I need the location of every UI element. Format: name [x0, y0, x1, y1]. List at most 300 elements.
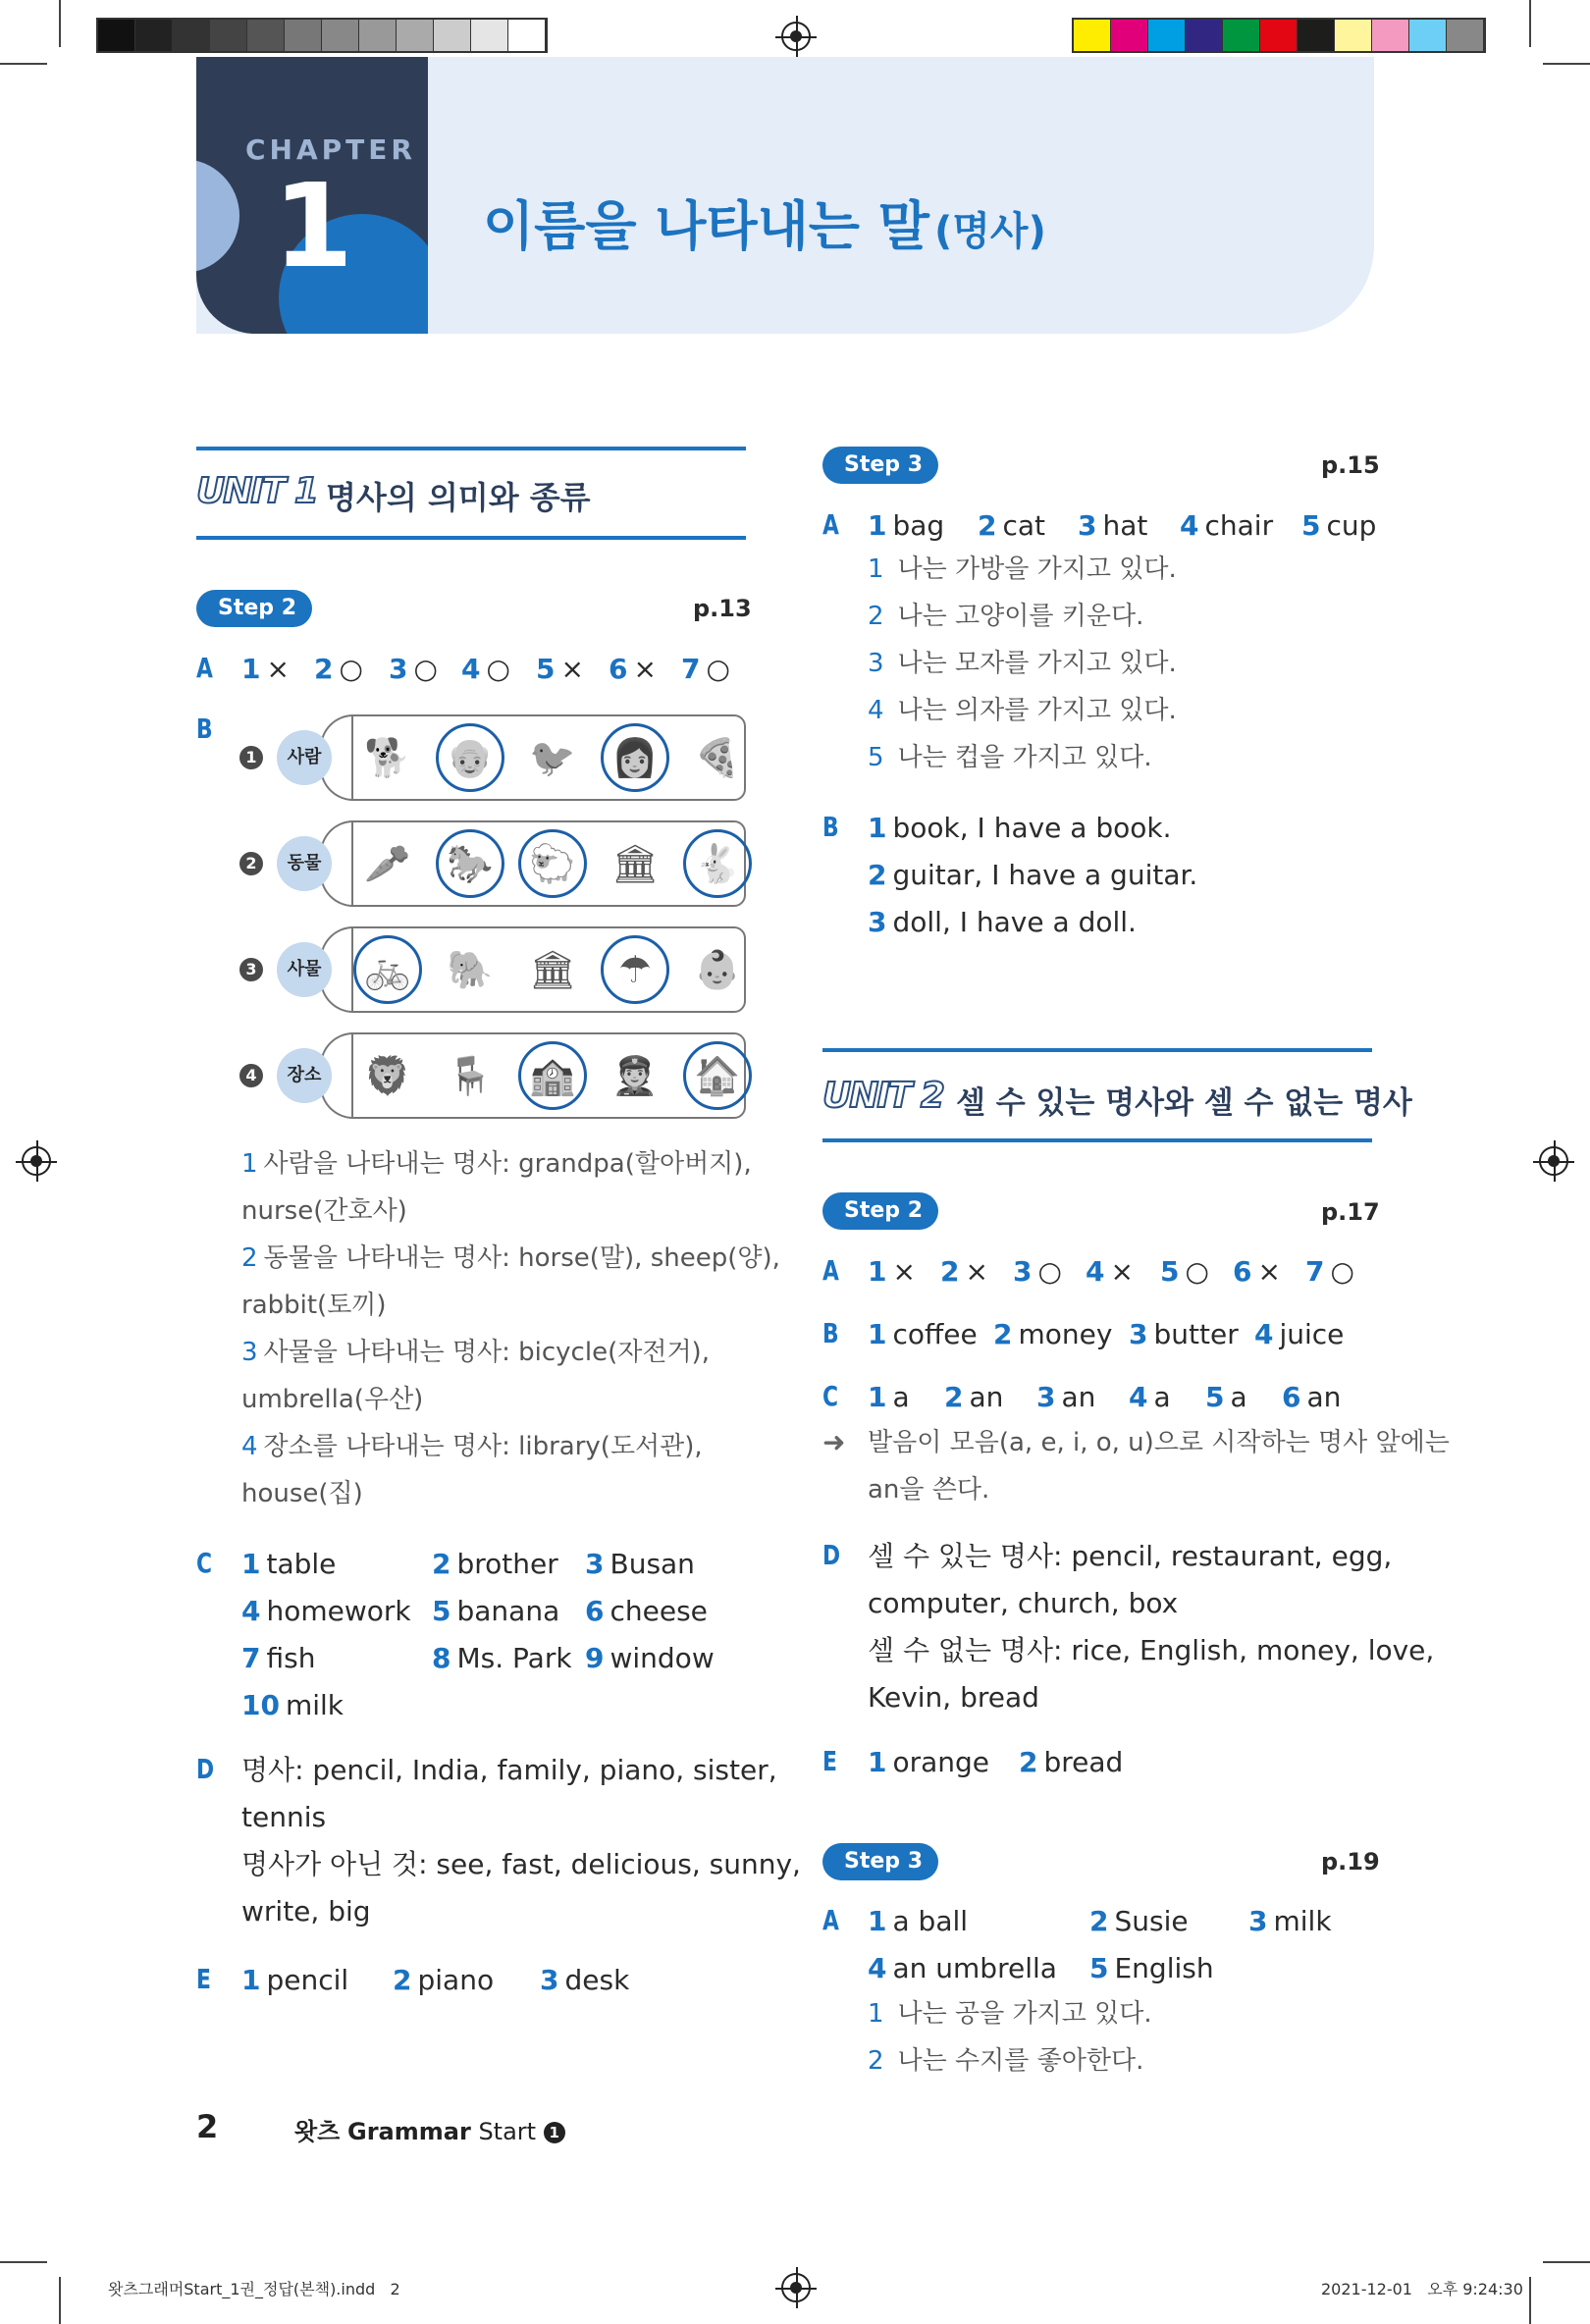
answer-text: juice	[1279, 1318, 1345, 1350]
note-number: 1	[241, 1149, 258, 1179]
answer-text: ×	[1257, 1255, 1281, 1288]
answer-item	[940, 1254, 988, 1290]
answer-text: Susie	[1114, 1905, 1189, 1937]
row-label: 장소	[277, 1048, 332, 1103]
answer-number: 1	[241, 653, 261, 685]
note-line	[868, 693, 1177, 728]
answer-d-line4: Kevin, bread	[868, 1681, 1039, 1714]
row-number: 4	[239, 1064, 263, 1087]
answer-number: 3	[1078, 509, 1097, 542]
answer-number: 10	[241, 1689, 280, 1721]
crop-mark	[0, 63, 47, 65]
note-line	[241, 1335, 710, 1370]
footer-title: 왓츠 Grammar Start 1	[294, 2112, 565, 2146]
note-number: 2	[868, 2046, 884, 2076]
note-number: 3	[241, 1338, 258, 1367]
answer-number: 4	[1254, 1318, 1274, 1350]
color-bar	[1072, 18, 1486, 53]
answer-item	[868, 1254, 916, 1290]
answer-text: ×	[1110, 1255, 1134, 1288]
note-text: 나는 컵을 가지고 있다.	[897, 743, 1152, 772]
color-swatch	[1074, 20, 1111, 51]
note-line	[868, 1996, 1152, 2032]
answer-text: butter	[1153, 1318, 1239, 1350]
answer-d-line2: tennis	[241, 1801, 327, 1833]
answer-item	[461, 652, 510, 687]
answer-number: 7	[241, 1642, 261, 1674]
answer-number: 5	[432, 1595, 451, 1627]
answer-number: 3	[1129, 1318, 1148, 1350]
answer-number: 3	[540, 1964, 559, 1996]
answer-text: milk	[1273, 1905, 1332, 1937]
note-line	[241, 1429, 703, 1464]
color-swatch	[1186, 20, 1223, 51]
page-ref: p.19	[1321, 1848, 1380, 1875]
step2-pill: Step 2	[822, 1192, 938, 1230]
color-swatch	[1335, 20, 1372, 51]
answers-a	[868, 508, 1378, 544]
note-line	[241, 1146, 752, 1182]
answer-item	[1254, 1317, 1344, 1352]
gray-swatch	[397, 20, 434, 51]
answer-item	[540, 1963, 629, 1998]
horse-icon: 🐎	[447, 841, 494, 885]
registration-mark-top	[781, 22, 811, 51]
step3-pill: Step 3	[822, 447, 938, 484]
crop-mark	[59, 0, 61, 47]
unit1-top-rule	[196, 447, 746, 450]
unit2-top-rule	[822, 1048, 1372, 1052]
chapter-number: 1	[273, 158, 354, 293]
note-line-cont: rabbit(토끼)	[241, 1291, 387, 1320]
answer-item	[1129, 1380, 1171, 1415]
note-number: 2	[868, 602, 884, 631]
note-number: 5	[868, 743, 884, 772]
color-swatch	[1409, 20, 1447, 51]
note-c-line2: an을 쓴다.	[868, 1475, 990, 1505]
answer-text: table	[266, 1548, 337, 1580]
answer-item	[585, 1547, 695, 1582]
crop-mark	[1543, 63, 1590, 65]
pizza-icon: 🍕	[694, 735, 741, 779]
gray-swatch	[434, 20, 471, 51]
answer-number: 5	[536, 653, 556, 685]
note-number: 4	[241, 1432, 258, 1461]
answer-text: desk	[564, 1964, 630, 1996]
answer-number: 4	[1180, 509, 1199, 542]
gray-swatch	[359, 20, 397, 51]
answer-number: 4	[241, 1595, 261, 1627]
notes-a	[822, 552, 1372, 787]
answer-item	[868, 1317, 978, 1352]
answer-item	[1089, 1904, 1189, 1939]
answer-item	[868, 1904, 968, 1939]
section-label-d: D	[822, 1539, 841, 1571]
answer-item	[868, 811, 1172, 846]
answer-number: 2	[393, 1964, 412, 1996]
answer-text: ×	[560, 653, 584, 685]
answer-number: 1	[241, 1964, 261, 1996]
gray-swatch	[471, 20, 508, 51]
answer-number: 7	[681, 653, 701, 685]
answer-number: 4	[461, 653, 481, 685]
answer-number: 2	[993, 1318, 1013, 1350]
answers-c	[868, 1380, 1378, 1415]
answer-text: cat	[1002, 509, 1046, 542]
sheep-icon: 🐑	[529, 841, 576, 885]
note-text: 동물을 나타내는 명사: horse(말), sheep(양),	[263, 1243, 780, 1273]
answer-text: bread	[1043, 1746, 1124, 1778]
answer-item	[1233, 1254, 1281, 1290]
step3-pill: Step 3	[822, 1843, 938, 1880]
answer-item	[1180, 508, 1273, 544]
answer-text: ○	[486, 653, 510, 685]
unit2-bottom-rule	[822, 1138, 1372, 1142]
color-swatch	[1298, 20, 1335, 51]
answer-item	[432, 1594, 559, 1629]
registration-mark-bottom	[781, 2273, 811, 2302]
answer-item	[1160, 1254, 1209, 1290]
answer-item	[432, 1641, 572, 1676]
unit1-logo: UNIT 1	[196, 471, 317, 511]
answer-item	[868, 1745, 989, 1780]
unit2-title: 셀 수 있는 명사와 셀 수 없는 명사	[956, 1085, 1412, 1121]
answer-text: ○	[1330, 1255, 1354, 1288]
note-line-cont: nurse(간호사)	[241, 1196, 407, 1226]
answers-b	[868, 811, 1378, 948]
answer-text: ×	[892, 1255, 916, 1288]
answer-item	[1086, 1254, 1134, 1290]
classroom-icon: 🏫	[529, 1053, 576, 1097]
answer-text: ○	[413, 653, 438, 685]
answer-text: a	[1230, 1381, 1247, 1413]
color-swatch	[1447, 20, 1484, 51]
row-label: 사물	[277, 942, 332, 997]
answer-item	[1078, 508, 1147, 544]
answer-number: 9	[585, 1642, 605, 1674]
answer-number: 6	[585, 1595, 605, 1627]
answer-item	[1205, 1380, 1247, 1415]
answer-item	[1301, 508, 1376, 544]
answer-item	[241, 652, 290, 687]
answer-number: 4	[1129, 1381, 1148, 1413]
answer-number: 2	[314, 653, 334, 685]
note-text: 나는 고양이를 키운다.	[897, 602, 1144, 631]
note-number: 1	[868, 555, 884, 584]
answer-text: ○	[706, 653, 730, 685]
answer-number: 3	[1013, 1255, 1033, 1288]
answer-text: a ball	[892, 1905, 969, 1937]
answer-text: an	[1061, 1381, 1096, 1413]
unit1-bottom-rule	[196, 536, 746, 540]
note-arrow: ➜	[822, 1426, 846, 1458]
nurse-icon: 👩	[611, 735, 659, 779]
gray-swatch	[247, 20, 285, 51]
answer-text: cup	[1326, 509, 1377, 542]
section-label-b: B	[822, 1317, 839, 1349]
answer-text: a	[892, 1381, 910, 1413]
answer-d-line1: 명사: pencil, India, family, piano, sister,	[241, 1754, 777, 1786]
answer-number: 7	[1305, 1255, 1325, 1288]
armchair-icon: 🪑	[447, 1053, 494, 1097]
color-swatch	[1372, 20, 1409, 51]
answer-item	[868, 1380, 910, 1415]
answer-item	[389, 652, 438, 687]
note-text: 사물을 나타내는 명사: bicycle(자전거),	[263, 1338, 710, 1367]
slug-left: 왓츠그래머Start_1권_정답(본책).indd 2	[108, 2280, 400, 2298]
answer-number: 6	[1282, 1381, 1301, 1413]
answer-item	[681, 652, 730, 687]
answer-number: 1	[868, 509, 887, 542]
umbrella-icon: ☂	[617, 948, 653, 991]
answer-text: pencil	[266, 1964, 349, 1996]
section-label-e: E	[196, 1963, 211, 1995]
answer-item	[585, 1641, 715, 1676]
notes-b	[196, 1146, 780, 1519]
answer-number: 6	[1233, 1255, 1252, 1288]
answer-text: book, I have a book.	[892, 812, 1172, 844]
answer-item	[241, 1594, 411, 1629]
row-number: 3	[239, 958, 263, 981]
answer-item	[241, 1547, 336, 1582]
answer-number: 2	[978, 509, 997, 542]
section-label-a: A	[822, 1904, 839, 1936]
answer-item	[609, 652, 657, 687]
answer-number: 1	[868, 1318, 887, 1350]
picture-rows	[236, 714, 746, 1127]
grayscale-bar	[96, 18, 548, 53]
rabbit-icon: 🐇	[694, 841, 741, 885]
baby-icon: 👶	[694, 947, 741, 991]
answer-text: piano	[417, 1964, 495, 1996]
note-line	[868, 2043, 1143, 2079]
note-text: 나는 모자를 가지고 있다.	[897, 649, 1177, 678]
carrot-icon: 🥕	[364, 841, 411, 885]
answer-number: 1	[868, 1381, 887, 1413]
answer-number: 2	[868, 859, 887, 891]
answer-item	[1089, 1951, 1214, 1986]
answer-text: chair	[1204, 509, 1274, 542]
answer-item	[1129, 1317, 1239, 1352]
answer-item	[1013, 1254, 1062, 1290]
answer-text: ○	[1185, 1255, 1209, 1288]
gray-swatch	[135, 20, 173, 51]
answer-text: banana	[456, 1595, 560, 1627]
answer-number: 5	[1089, 1952, 1109, 1984]
answer-item	[868, 858, 1197, 893]
unit2-logo: UNIT 2	[822, 1076, 943, 1116]
row-number: 2	[239, 852, 263, 875]
note-c-line1: 발음이 모음(a, e, i, o, u)으로 시작하는 명사 앞에는	[868, 1428, 1450, 1457]
answer-text: hat	[1102, 509, 1148, 542]
answer-item	[536, 652, 584, 687]
answer-text: Busan	[610, 1548, 695, 1580]
answer-d-line3: 명사가 아닌 것: see, fast, delicious, sunny,	[241, 1848, 801, 1880]
row-label: 사람	[277, 730, 332, 785]
answer-number: 1	[868, 1746, 887, 1778]
answers-e	[868, 1745, 1378, 1780]
answer-text: fish	[266, 1642, 316, 1674]
answer-item	[241, 1963, 348, 1998]
answer-d-line2: computer, church, box	[868, 1587, 1179, 1619]
note-line	[241, 1241, 780, 1276]
answer-item	[432, 1547, 558, 1582]
answer-text: an umbrella	[892, 1952, 1057, 1984]
note-text: 나는 가방을 가지고 있다.	[897, 555, 1177, 584]
note-line	[868, 599, 1143, 634]
answer-text: an	[969, 1381, 1004, 1413]
step2-pill: Step 2	[196, 590, 312, 627]
crop-mark	[59, 2277, 61, 2324]
answer-number: 3	[1248, 1905, 1268, 1937]
section-label-b: B	[822, 811, 839, 843]
answer-number: 5	[1205, 1381, 1225, 1413]
answer-item	[978, 508, 1045, 544]
registration-mark-left	[22, 1146, 51, 1176]
gray-swatch	[285, 20, 322, 51]
answer-text: Ms. Park	[456, 1642, 572, 1674]
answer-d-line3: 셀 수 없는 명사: rice, English, money, love,	[868, 1634, 1435, 1666]
gray-swatch	[98, 20, 135, 51]
answer-number: 2	[1019, 1746, 1038, 1778]
page-ref: p.15	[1321, 451, 1380, 479]
police-icon: 👮	[611, 1053, 659, 1097]
note-line	[868, 740, 1152, 775]
answer-number: 3	[1036, 1381, 1056, 1413]
section-label-c: C	[196, 1547, 213, 1579]
color-swatch	[1148, 20, 1186, 51]
note-number: 2	[241, 1243, 258, 1273]
answer-number: 5	[1301, 509, 1321, 542]
answer-text: a	[1153, 1381, 1171, 1413]
note-text: 나는 공을 가지고 있다.	[897, 1999, 1152, 2029]
answer-text: ×	[266, 653, 290, 685]
answer-number: 1	[241, 1548, 261, 1580]
note-line	[868, 552, 1177, 587]
house-icon: 🏠	[694, 1053, 741, 1097]
answer-item	[993, 1317, 1112, 1352]
decor-circle-light	[196, 159, 239, 273]
unit1-title: 명사의 의미와 종류	[326, 479, 591, 516]
answers-a	[868, 1904, 1378, 1992]
answer-number: 8	[432, 1642, 451, 1674]
section-label-d: D	[196, 1753, 215, 1785]
answer-text: orange	[892, 1746, 990, 1778]
section-label-a: A	[822, 508, 839, 541]
answer-text: an	[1306, 1381, 1342, 1413]
page-number: 2	[196, 2108, 219, 2145]
bird-icon: 🐦	[529, 735, 576, 779]
answer-text: doll, I have a doll.	[892, 906, 1137, 938]
answers-b	[868, 1317, 1378, 1352]
answer-number: 4	[868, 1952, 887, 1984]
answer-number: 3	[585, 1548, 605, 1580]
answer-number: 3	[868, 906, 887, 938]
answer-item	[868, 508, 944, 544]
lion-icon: 🦁	[364, 1053, 411, 1097]
registration-mark-right	[1539, 1146, 1568, 1176]
grandpa-icon: 👴	[447, 735, 494, 779]
note-line	[868, 646, 1177, 681]
color-swatch	[1260, 20, 1298, 51]
note-number: 4	[868, 696, 884, 725]
answers-e	[241, 1963, 752, 1998]
chapter-label: CHAPTER	[245, 133, 416, 166]
answer-text: ×	[633, 653, 657, 685]
answer-item	[1036, 1380, 1095, 1415]
section-label-e: E	[822, 1745, 837, 1777]
note-number: 1	[868, 1999, 884, 2029]
crop-mark	[1529, 2277, 1531, 2324]
answer-item	[1248, 1904, 1332, 1939]
note-number: 3	[868, 649, 884, 678]
crop-mark	[1543, 2261, 1590, 2263]
answer-number: 2	[944, 1381, 964, 1413]
gray-swatch	[508, 20, 546, 51]
answer-item	[241, 1641, 315, 1676]
building-icon: 🏛	[610, 841, 660, 885]
row-label: 동물	[277, 836, 332, 891]
crop-mark	[0, 2261, 47, 2263]
answer-item	[241, 1688, 344, 1723]
answer-text: brother	[456, 1548, 558, 1580]
answer-text: coffee	[892, 1318, 978, 1350]
answer-text: bag	[892, 509, 945, 542]
row-number: 1	[239, 746, 263, 769]
answer-text: money	[1018, 1318, 1113, 1350]
note-text: 나는 의자를 가지고 있다.	[897, 696, 1177, 725]
answer-number: 2	[940, 1255, 960, 1288]
answer-text: window	[610, 1642, 715, 1674]
gray-swatch	[322, 20, 359, 51]
answers-c	[241, 1547, 752, 1721]
answers-a	[241, 652, 752, 687]
answer-item	[1019, 1745, 1123, 1780]
dog-icon: 🐕	[364, 735, 411, 779]
chapter-badge	[196, 57, 428, 334]
note-text: 장소를 나타내는 명사: library(도서관),	[263, 1432, 703, 1461]
answer-number: 1	[868, 812, 887, 844]
answer-text: ×	[965, 1255, 988, 1288]
answers-a	[868, 1254, 1378, 1290]
answer-number: 5	[1160, 1255, 1180, 1288]
note-line-cont: umbrella(우산)	[241, 1385, 424, 1414]
gray-swatch	[173, 20, 210, 51]
answer-d-line4: write, big	[241, 1895, 371, 1928]
library-icon: 🏛	[528, 947, 577, 991]
answer-number: 1	[868, 1255, 887, 1288]
answer-number: 2	[1089, 1905, 1109, 1937]
answer-item	[314, 652, 363, 687]
answer-item	[393, 1963, 494, 1998]
note-text: 사람을 나타내는 명사: grandpa(할아버지),	[263, 1149, 752, 1179]
answer-item	[868, 905, 1137, 940]
answer-number: 6	[609, 653, 628, 685]
page-ref: p.17	[1321, 1198, 1380, 1226]
answer-text: ○	[339, 653, 363, 685]
answer-text: milk	[285, 1689, 344, 1721]
chapter-header	[196, 57, 1374, 334]
elephant-icon: 🐘	[447, 947, 494, 991]
crop-mark	[1529, 0, 1531, 47]
answer-item	[1282, 1380, 1341, 1415]
section-label-b: B	[196, 713, 213, 745]
section-label-a: A	[196, 652, 213, 684]
color-swatch	[1111, 20, 1148, 51]
answer-text: homework	[266, 1595, 411, 1627]
answer-item	[868, 1951, 1057, 1986]
bicycle-icon: 🚲	[364, 947, 411, 991]
